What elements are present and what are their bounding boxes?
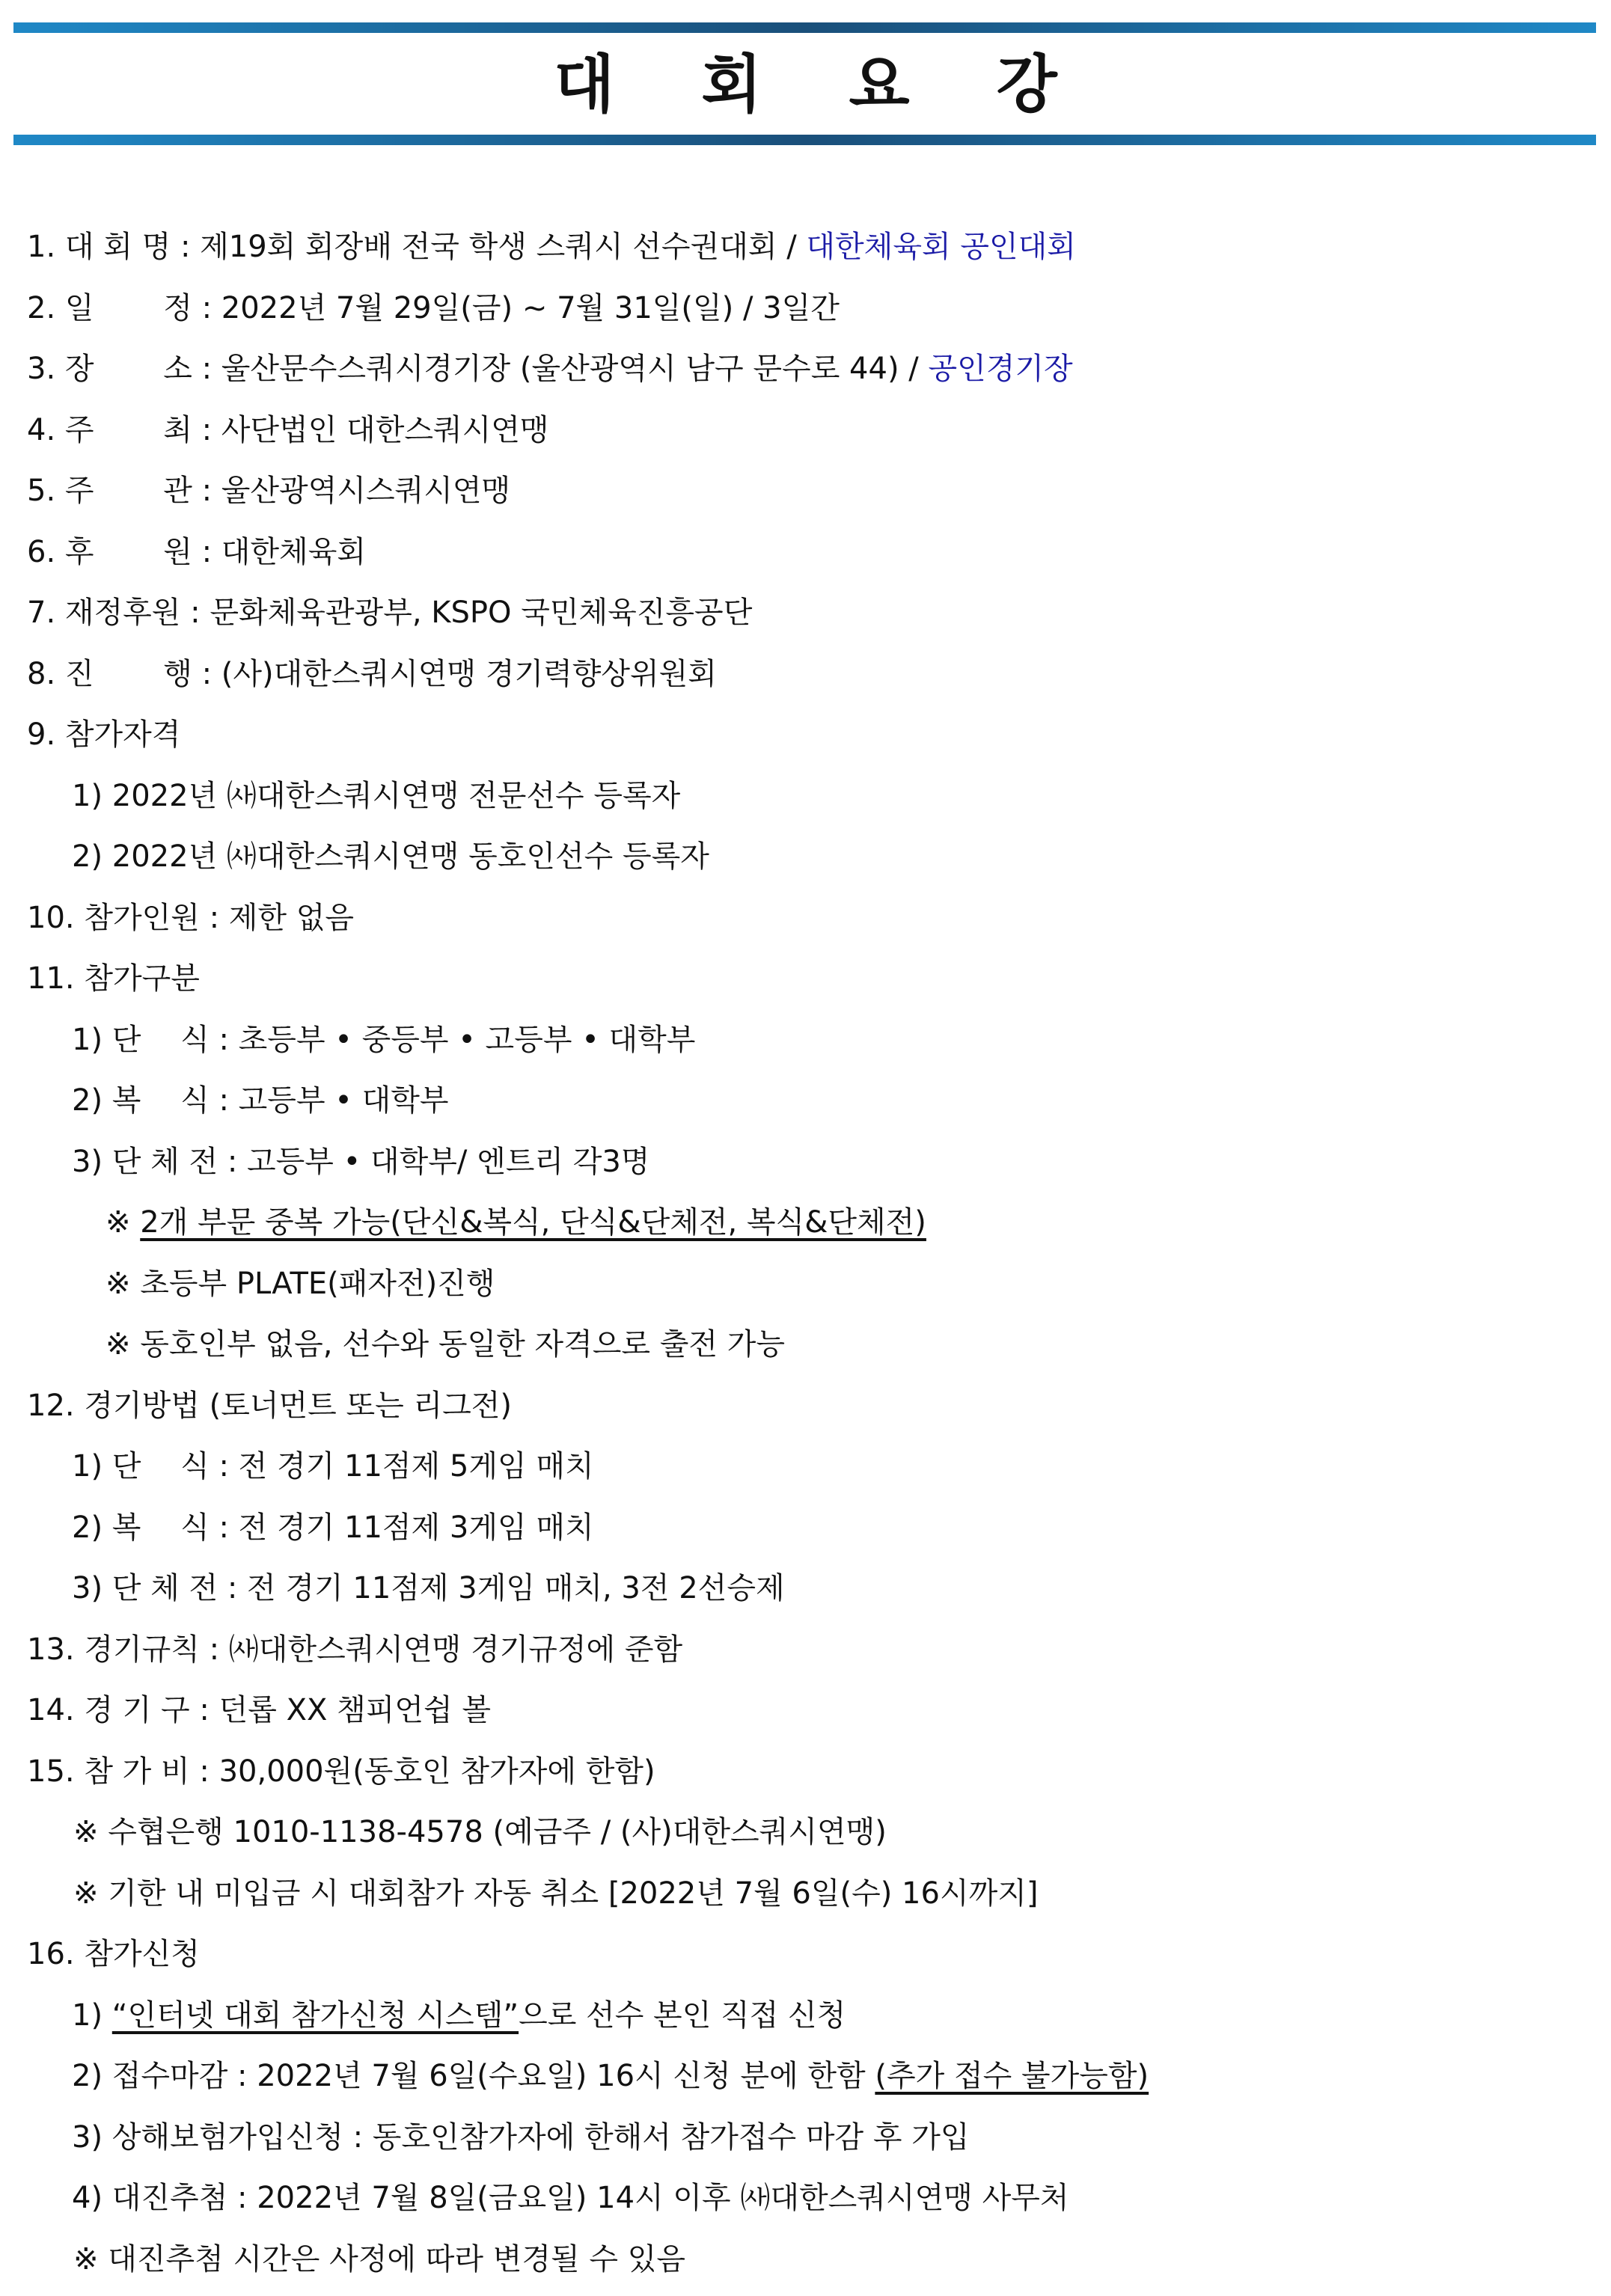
item-label: 11. 참가구분 [27, 961, 200, 996]
title-char: 회 [701, 48, 762, 121]
item-value: 문화체육관광부, KSPO 국민체육진흥공단 [210, 596, 753, 630]
item-value: 던롭 XX 챔피언쉽 볼 [218, 1693, 492, 1727]
item-label: 3. 장 소 : [27, 352, 221, 386]
item-label: 1. 대 회 명 : [27, 230, 201, 264]
outline-body [27, 217, 1589, 2290]
sub-item-number: 1) [72, 1997, 112, 2033]
item-label: 15. 참 가 비 : [27, 1754, 219, 1789]
item-value: 사단법인 대한스쿼시연맹 [221, 412, 549, 447]
sub-item-text: 으로 선수 본인 직접 신청 [519, 1997, 846, 2033]
item-match-format [27, 1376, 1589, 1437]
item-value: 대한체육회 [221, 534, 366, 569]
item-rules [27, 1620, 1589, 1681]
item-venue [27, 339, 1589, 400]
registration-system-text: “인터넷 대회 참가신청 시스템” [111, 1997, 519, 2033]
sub-item [27, 1986, 1589, 2047]
title-top-rule [13, 22, 1596, 33]
item-sponsor [27, 522, 1589, 584]
item-label: 6. 후 원 : [27, 534, 221, 569]
item-label: 8. 진 행 : [27, 656, 221, 691]
note-item: ※ 동호인부 없음, 선수와 동일한 자격으로 출전 가능 [106, 1327, 786, 1362]
sub-item: 2) 2022년 ㈔대한스쿼시연맹 동호인선수 등록자 [72, 839, 709, 874]
note-mark: ※ [106, 1205, 141, 1240]
no-late-registration-text: (추가 접수 불가능함) [875, 2059, 1149, 2093]
sub-item: 2) 복 식 : 전 경기 11점제 3게임 매치 [72, 1510, 594, 1545]
item-value: 30,000원(동호인 참가자에 한함) [218, 1754, 655, 1789]
item-financial-sponsor [27, 583, 1589, 644]
item-value: 울산광역시스쿼시연맹 [221, 474, 511, 508]
sub-item: 1) 단 식 : 초등부 • 중등부 • 고등부 • 대학부 [72, 1022, 696, 1057]
title-char: 대 [554, 48, 615, 121]
item-operation [27, 644, 1589, 705]
item-label: 14. 경 기 구 : [27, 1693, 219, 1727]
item-label: 4. 주 최 : [27, 412, 221, 447]
sub-item [27, 2046, 1589, 2107]
item-value: (토너먼트 또는 리그전) [209, 1388, 513, 1423]
item-label: 7. 재정후원 : [27, 596, 210, 630]
item-label: 16. 참가신청 [27, 1937, 200, 1971]
item-divisions [27, 949, 1589, 1010]
note-item: ※ 기한 내 미입금 시 대회참가 자동 취소 [2022년 7월 6일(수) 16시까지] [73, 1876, 1039, 1911]
item-schedule [27, 278, 1589, 340]
item-label: 5. 주 관 : [27, 474, 221, 508]
title-char: 강 [996, 48, 1057, 121]
item-fee [27, 1742, 1589, 1803]
note-item: ※ 수협은행 1010-1138-4578 (예금주 / (사)대한스쿼시연맹) [73, 1815, 887, 1849]
title-char: 요 [849, 48, 910, 121]
item-eligibility [27, 705, 1589, 766]
item-label: 12. 경기방법 [27, 1388, 210, 1423]
note-item: ※ 초등부 PLATE(패자전)진행 [106, 1266, 495, 1301]
item-label: 13. 경기규칙 : [27, 1632, 229, 1667]
note-underlined: 2개 부문 중복 가능(단신&복식, 단식&단체전, 복식&단체전) [140, 1205, 926, 1240]
item-participants [27, 888, 1589, 949]
sub-item-text: 2) 접수마감 : 2022년 7월 6일(수요일) 16시 신청 분에 한함 [72, 2059, 875, 2093]
sub-item: 3) 상해보험가입신청 : 동호인참가자에 한해서 참가접수 마감 후 가입 [72, 2119, 970, 2155]
sub-item: 1) 단 식 : 전 경기 11점제 5게임 매치 [72, 1449, 594, 1484]
item-value: 제19회 회장배 전국 학생 스쿼시 선수권대회 / [200, 230, 807, 264]
item-ball [27, 1680, 1589, 1742]
page-title [0, 43, 1611, 126]
sub-item: 4) 대진추첨 : 2022년 7월 8일(금요일) 14시 이후 ㈔대한스쿼시연맹 사무처 [72, 2181, 1069, 2215]
item-value: 울산문수스쿼시경기장 (울산광역시 남구 문수로 44) / [221, 352, 929, 386]
item-label: 10. 참가인원 : [27, 900, 229, 935]
sub-item: 3) 단 체 전 : 전 경기 11점제 3게임 매치, 3전 2선승제 [72, 1571, 785, 1605]
item-organizer [27, 461, 1589, 522]
note-item [27, 1193, 1589, 1254]
item-highlight: 공인경기장 [928, 352, 1073, 386]
item-highlight: 대한체육회 공인대회 [806, 230, 1076, 264]
item-label: 9. 참가자격 [27, 717, 181, 752]
item-value: 제한 없음 [228, 900, 355, 935]
item-host [27, 400, 1589, 462]
item-label: 2. 일 정 : [27, 290, 221, 325]
sub-item: 1) 2022년 ㈔대한스쿼시연맹 전문선수 등록자 [72, 778, 681, 813]
title-bottom-rule [13, 135, 1596, 145]
item-event-name [27, 217, 1589, 278]
note-item: ※ 대진추첨 시간은 사정에 따라 변경될 수 있음 [73, 2241, 686, 2277]
sub-item: 3) 단 체 전 : 고등부 • 대학부/ 엔트리 각3명 [72, 1144, 650, 1179]
item-value: ㈔대한스쿼시연맹 경기규정에 준함 [228, 1632, 683, 1667]
item-value: 2022년 7월 29일(금) ~ 7월 31일(일) / 3일간 [221, 290, 840, 325]
item-value: (사)대한스쿼시연맹 경기력향상위원회 [221, 656, 717, 691]
item-registration [27, 1924, 1589, 1986]
sub-item: 2) 복 식 : 고등부 • 대학부 [72, 1083, 449, 1118]
